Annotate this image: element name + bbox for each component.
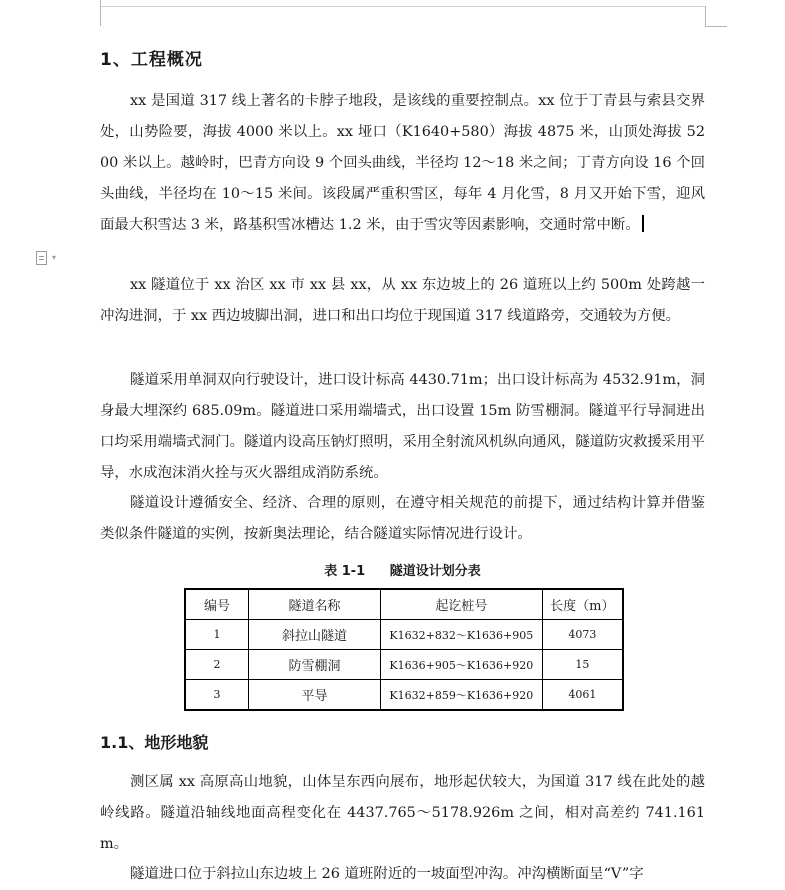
- paragraph-terrain[interactable]: 测区属 xx 高原高山地貌，山体呈东西向展布，地形起伏较大，为国道 317 线在此处的越岭线路。隧道沿轴线地面高程变化在 4437.765～5178.926m 之间，相对高差约 741.161m。: [100, 774, 705, 852]
- text-cursor: [642, 215, 644, 232]
- cell-tunnel-name: 平导: [248, 680, 380, 711]
- cell-tunnel-name: 斜拉山隧道: [248, 620, 380, 650]
- tunnel-design-table: [184, 588, 624, 711]
- table-caption: [100, 560, 705, 579]
- header-number: 编号: [185, 589, 248, 620]
- cell-number: 3: [185, 680, 248, 711]
- cell-number: 1: [185, 620, 248, 650]
- cell-number: 2: [185, 650, 248, 680]
- cell-length: 4073: [542, 620, 623, 650]
- page-top-edge: [100, 6, 705, 7]
- paragraph-location[interactable]: xx 隧道位于 xx 治区 xx 市 xx 县 xx，从 xx 东边坡上的 26 道班以上约 500m 处跨越一冲沟进洞，于 xx 西边坡脚出洞，进口和出口均位于现国道 317 线道路旁，交通较为方便。: [100, 277, 705, 324]
- table-row: [185, 650, 623, 680]
- table-row: [185, 680, 623, 711]
- chevron-down-icon: ▾: [52, 253, 57, 262]
- paragraph-overview[interactable]: [100, 86, 705, 241]
- header-tunnel-name: 隧道名称: [248, 589, 380, 620]
- cell-length: 15: [542, 650, 623, 680]
- cell-station-range: K1632+859～K1636+920: [380, 680, 542, 711]
- document-icon: [36, 251, 47, 265]
- cell-station-range: K1632+832～K1636+905: [380, 620, 542, 650]
- paragraph-menu-button[interactable]: [36, 251, 62, 267]
- paragraph-entrance[interactable]: 隧道进口位于斜拉山东边坡上 26 道班附近的一坡面型冲沟。冲沟横断面呈“V”字: [130, 866, 644, 882]
- cell-tunnel-name: 防雪棚洞: [248, 650, 380, 680]
- cell-length: 4061: [542, 680, 623, 711]
- section-heading: 1、工程概况: [100, 50, 203, 70]
- paragraph-principle[interactable]: 隧道设计遵循安全、经济、合理的原则，在遵守相关规范的前提下，通过结构计算并借鉴类似条件隧道的实例，按新奥法理论，结合隧道实际情况进行设计。: [100, 495, 705, 542]
- paragraph-text: xx 是国道 317 线上著名的卡脖子地段，是该线的重要控制点。xx 位于丁青县与索县交界处，山势险要，海拔 4000 米以上。xx 垭口（K1640+580）海拔 4875 米，山顶处海拔 5200 米以上。越岭时，巴青方向设 9 个回头曲线，半径均 12～18 米之间；丁青方向设 16 个回头曲线，半径均在 10～15 米间。该段属严重积雪区，每年 4 月化雪，8 月又开始下雪，迎风面最大积雪达 3 米，路基积雪冰槽达 1.2 米，由于雪灾等因素影响，交通时常中断。: [100, 93, 705, 233]
- header-length: 长度（m）: [542, 589, 623, 620]
- crop-mark-right: [705, 6, 706, 26]
- subsection-heading: 1.1、地形地貌: [100, 733, 209, 752]
- crop-mark-right-horizontal: [705, 26, 727, 27]
- table-row: [185, 620, 623, 650]
- paragraph-design[interactable]: 隧道采用单洞双向行驶设计，进口设计标高 4430.71m；出口设计标高为 4532.91m，洞身最大埋深约 685.09m。隧道进口采用端墙式，出口设置 15m 防雪棚洞。隧道平行导洞进出口均采用端墙式洞门。隧道内设高压钠灯照明，采用全射流风机纵向通风，隧道防灾救援采用平导，水成泡沫消火拴与灭火器组成消防系统。: [100, 372, 705, 481]
- table-caption-number: 表 1-1: [324, 564, 366, 579]
- table-caption-title: 隧道设计划分表: [389, 564, 481, 579]
- cell-station-range: K1636+905～K1636+920: [380, 650, 542, 680]
- header-station-range: 起讫桩号: [380, 589, 542, 620]
- crop-mark-left: [100, 0, 101, 26]
- table-header-row: [185, 589, 623, 620]
